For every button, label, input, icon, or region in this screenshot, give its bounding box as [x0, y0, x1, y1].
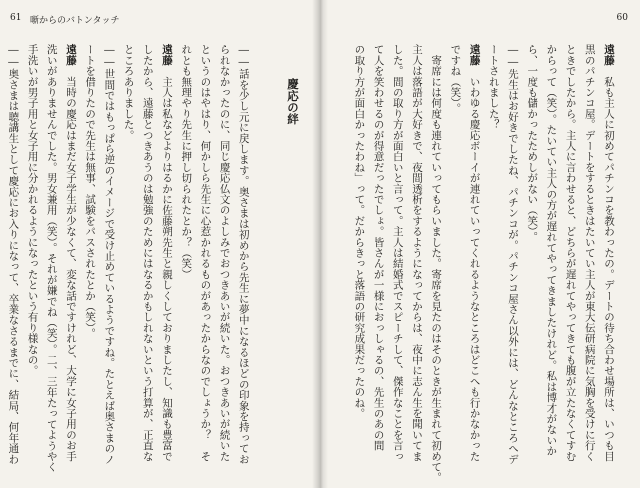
paragraph: ときでしたから。主人に言わせると、どちらが遅れてやってきても腹が立たなくてすむ — [564, 44, 577, 462]
paragraph: 手洗いが男子用と女子用に分かれるようになったという有り様なの。 — [26, 44, 39, 376]
paragraph: ――世間ではもっぱら逆のイメージで受け止めているようですね。たとえば奥さまのノ — [103, 44, 116, 465]
paragraph: 洗いがありませんでした。男女兼用（笑）。それが嫌でね（笑）。二、三年たってようやく — [45, 44, 58, 473]
paragraph: した。間の取り方が面白いと言って。主人は結婚式でスピーチして、傑作なことを言っ — [391, 44, 404, 462]
paragraph: 遠藤 いわゆる慶応ボーイが連れていってくれるようなところはどこへも行かなかった — [468, 44, 481, 462]
left-page-text — [7, 44, 302, 479]
right-page-text — [340, 44, 618, 483]
paragraph: 遠藤 当時の慶応はまだ女子学生が少なくて、変な話ですけれど、大学に女子用のお手 — [64, 44, 77, 462]
paragraph: したから、遠藤とつきあうのは勉強のためにはなるかもしれないという打算が、正直な — [141, 44, 154, 462]
paragraph: られなかったのに、同じ慶応仏文のよしみでおつきあいが続いた。おつきあいが続いた — [218, 44, 231, 462]
paragraph: ――先生はお好きでしたね、パチンコが。パチンコ屋さん以外には、どんなところへデ — [506, 44, 519, 465]
paragraph: 寄席には何度も連れていってもらいました。寄席を見たのはそのときが生まれて初めて。 — [430, 44, 443, 483]
paragraph: 主人は落語が大好きで、夜間透析をするようになってからは、夜中に志ん生を聞いてま — [410, 44, 423, 462]
paragraph: れとも無理やり先生に押し切られたとか？（笑） — [180, 44, 193, 280]
paragraph: というのはやはり、何かしら先生に心惹かれるものがあったからなのでしょうか？ そ — [199, 44, 212, 462]
paragraph: からって（笑）。たいてい主人の方が遅れてやってきましたけれど。私は博才がないか — [545, 44, 558, 457]
running-head: 噺からのバトンタッチ — [30, 16, 120, 26]
book-gutter — [312, 0, 328, 488]
paragraph: ですね（笑）。 — [449, 44, 462, 114]
paragraph: ートを借りたので先生は無事、試験をパスされたとか（笑）。 — [84, 44, 97, 339]
section-title: 慶応の絆 — [286, 78, 300, 125]
paragraph: ――話を少し元に戻します。奥さまは初めから先生に夢中になるほどの印象を持ってお — [237, 44, 250, 465]
title-spacer — [253, 44, 267, 479]
paragraph: 遠藤 主人は私などよりはるかに佐藤朔先生と親しくしておりましたし、知識も豊富で — [160, 44, 173, 462]
right-page-number: 60 — [616, 13, 628, 23]
paragraph: て人を笑わせるのが得意だったでしょ。皆さんが一様におっしゃるの、先生のあの間 — [372, 44, 385, 451]
paragraph: ら、一度も儲かったためしがない（笑）。 — [526, 44, 539, 243]
left-page-number: 61 — [10, 13, 22, 23]
paragraph: ――奥さまは聴講生として慶応にお入りになって、卒業なさるまでに、結局、何年通わ — [7, 44, 20, 465]
paragraph: 遠藤 私も主人に初めてパチンコを教わったの。デートの待ち合わせ場所は、いつも目 — [603, 44, 615, 462]
left-page — [0, 0, 318, 488]
paragraph: 黒のパチンコ屋。デートをするときはたいてい主人が東大伝研病院に気胸を受けに行く — [583, 44, 596, 462]
right-page — [320, 0, 640, 488]
paragraph: の取り方が面白かったわね」って。だからきっと落語の研究成果だったのね。 — [353, 44, 366, 419]
paragraph: ートされました？ — [487, 44, 500, 130]
paragraph: ところありました。 — [122, 44, 135, 141]
